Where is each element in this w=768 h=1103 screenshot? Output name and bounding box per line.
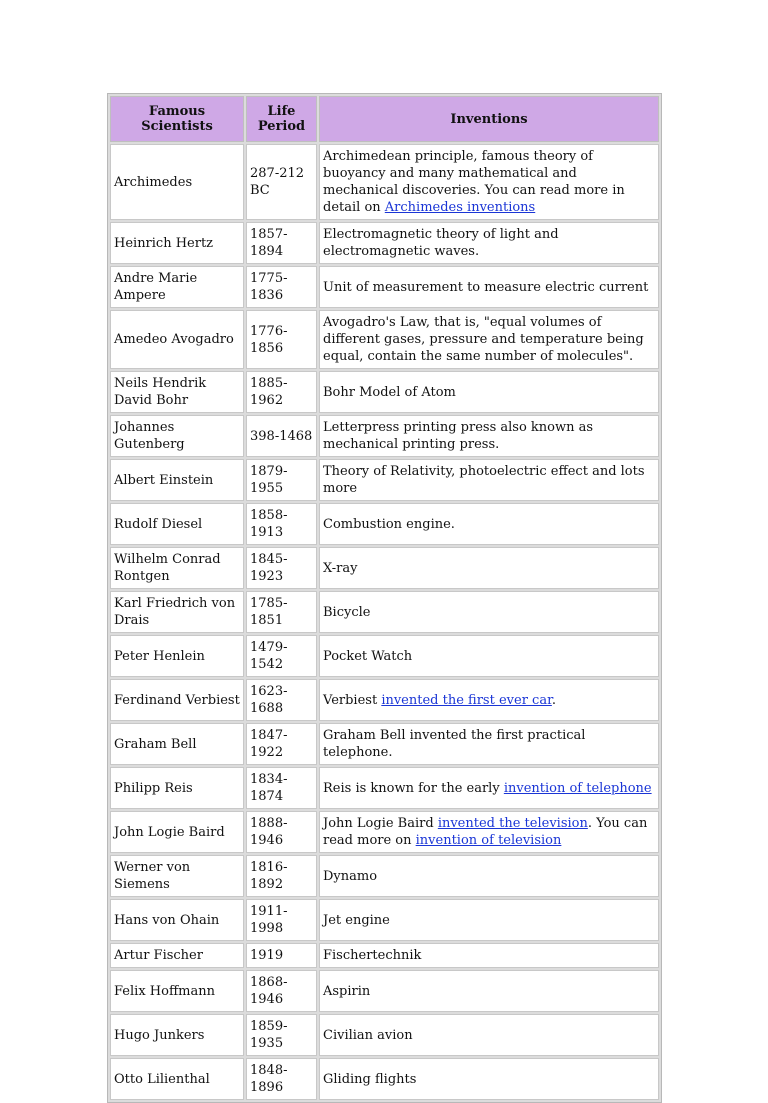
table-row — [110, 970, 659, 1012]
life-period-cell: 1919 — [246, 943, 317, 968]
invention-cell — [319, 591, 659, 633]
invention-text: Pocket Watch — [323, 648, 413, 664]
table-row — [110, 811, 659, 853]
life-period-cell: 287-212 BC — [246, 144, 317, 220]
life-period-cell: 1845-1923 — [246, 547, 317, 589]
table-row — [110, 222, 659, 264]
invention-cell — [319, 855, 659, 897]
life-period-cell: 398-1468 — [246, 415, 317, 457]
scientist-name-cell: John Logie Baird — [110, 811, 244, 853]
life-period-cell: 1911-1998 — [246, 899, 317, 941]
scientist-name-cell: Otto Lilienthal — [110, 1058, 244, 1100]
invention-cell — [319, 679, 659, 721]
invention-cell — [319, 1058, 659, 1100]
invention-link[interactable]: invention of television — [415, 833, 562, 848]
life-period-cell: 1834-1874 — [246, 767, 317, 809]
scientists-table — [107, 93, 662, 1103]
invention-text: Combustion engine. — [323, 516, 455, 532]
invention-link[interactable]: Archimedes inventions — [384, 200, 536, 215]
table-row — [110, 943, 659, 968]
life-period-cell: 1776-1856 — [246, 310, 317, 369]
life-period-cell: 1879-1955 — [246, 459, 317, 501]
scientist-name-cell: Felix Hoffmann — [110, 970, 244, 1012]
scientist-name-cell: Amedeo Avogadro — [110, 310, 244, 369]
invention-cell — [319, 970, 659, 1012]
invention-cell — [319, 503, 659, 545]
scientist-name-cell: Karl Friedrich von Drais — [110, 591, 244, 633]
invention-text: Avogadro's Law, that is, "equal volumes of different gases, pressure and temperature being equal, contain the same number of molecules". — [323, 315, 644, 364]
life-period-cell: 1885-1962 — [246, 371, 317, 413]
life-period-cell: 1816-1892 — [246, 855, 317, 897]
scientist-name-cell: Hans von Ohain — [110, 899, 244, 941]
invention-cell — [319, 943, 659, 968]
invention-text: Dynamo — [323, 868, 378, 884]
invention-cell — [319, 371, 659, 413]
invention-text: Civilian avion — [323, 1027, 413, 1043]
table-row — [110, 679, 659, 721]
scientist-name-cell: Neils Hendrik David Bohr — [110, 371, 244, 413]
invention-cell — [319, 811, 659, 853]
table-row — [110, 310, 659, 369]
scientist-name-cell: Artur Fischer — [110, 943, 244, 968]
invention-link[interactable]: invented the television — [437, 816, 588, 831]
invention-text: Aspirin — [323, 983, 371, 999]
table-row — [110, 371, 659, 413]
table-row — [110, 503, 659, 545]
header-inventions: Inventions — [319, 96, 659, 142]
invention-text: . You can read more on — [323, 816, 648, 848]
table-row — [110, 635, 659, 677]
header-famous-scientists: Famous Scientists — [110, 96, 244, 142]
scientist-name-cell: Graham Bell — [110, 723, 244, 765]
invention-text: Gliding flights — [323, 1071, 417, 1087]
scientist-name-cell: Albert Einstein — [110, 459, 244, 501]
life-period-cell: 1857-1894 — [246, 222, 317, 264]
table-row — [110, 266, 659, 308]
life-period-cell: 1847-1922 — [246, 723, 317, 765]
invention-text: Unit of measurement to measure electric current — [323, 279, 649, 295]
table-row — [110, 547, 659, 589]
life-period-cell: 1623-1688 — [246, 679, 317, 721]
invention-text: X-ray — [323, 560, 358, 576]
life-period-cell: 1775-1836 — [246, 266, 317, 308]
table-row — [110, 1058, 659, 1100]
invention-text: Graham Bell invented the first practical telephone. — [323, 728, 586, 760]
table-row — [110, 591, 659, 633]
table-row — [110, 1014, 659, 1056]
scientist-name-cell: Wilhelm Conrad Rontgen — [110, 547, 244, 589]
invention-cell — [319, 222, 659, 264]
invention-text: Letterpress printing press also known as mechanical printing press. — [323, 420, 594, 452]
table-row — [110, 723, 659, 765]
table-header-row — [110, 96, 659, 142]
table-row — [110, 899, 659, 941]
scientist-name-cell: Ferdinand Verbiest — [110, 679, 244, 721]
scientist-name-cell: Peter Henlein — [110, 635, 244, 677]
scientist-name-cell: Werner von Siemens — [110, 855, 244, 897]
table-row — [110, 415, 659, 457]
invention-cell — [319, 459, 659, 501]
invention-text: Bicycle — [323, 604, 371, 620]
scientist-name-cell: Philipp Reis — [110, 767, 244, 809]
invention-cell — [319, 899, 659, 941]
invention-text: Fischertechnik — [323, 948, 422, 963]
table-row — [110, 855, 659, 897]
life-period-cell: 1479-1542 — [246, 635, 317, 677]
invention-cell — [319, 767, 659, 809]
invention-text: Verbiest — [323, 692, 382, 708]
invention-text: Bohr Model of Atom — [323, 384, 456, 400]
invention-cell — [319, 144, 659, 220]
invention-text: . — [551, 692, 556, 708]
scientist-name-cell: Rudolf Diesel — [110, 503, 244, 545]
header-life-period: Life Period — [246, 96, 317, 142]
invention-text: Theory of Relativity, photoelectric effect and lots more — [323, 464, 645, 496]
life-period-cell: 1859-1935 — [246, 1014, 317, 1056]
invention-cell — [319, 1014, 659, 1056]
invention-text: Archimedean principle, famous theory of buoyancy and many mathematical and mechanical discoveries. You can read more in detail on — [323, 149, 625, 215]
invention-text: Jet engine — [323, 912, 390, 928]
life-period-cell: 1888-1946 — [246, 811, 317, 853]
invention-text: Electromagnetic theory of light and electromagnetic waves. — [323, 227, 559, 259]
invention-link[interactable]: invention of telephone — [503, 780, 652, 796]
invention-cell — [319, 547, 659, 589]
life-period-cell: 1868-1946 — [246, 970, 317, 1012]
table-row — [110, 144, 659, 220]
life-period-cell: 1848-1896 — [246, 1058, 317, 1100]
table-row — [110, 767, 659, 809]
invention-cell — [319, 415, 659, 457]
scientist-name-cell: Andre Marie Ampere — [110, 266, 244, 308]
scientist-name-cell: Heinrich Hertz — [110, 222, 244, 264]
invention-cell — [319, 635, 659, 677]
invention-cell — [319, 266, 659, 308]
scientist-name-cell: Archimedes — [110, 144, 244, 220]
table-row — [110, 459, 659, 501]
invention-link[interactable]: invented the first ever car — [381, 692, 552, 708]
invention-cell — [319, 310, 659, 369]
life-period-cell: 1785-1851 — [246, 591, 317, 633]
scientist-name-cell: Hugo Junkers — [110, 1014, 244, 1056]
life-period-cell: 1858-1913 — [246, 503, 317, 545]
invention-text: Reis is known for the early — [323, 780, 504, 796]
scientist-name-cell: Johannes Gutenberg — [110, 415, 244, 457]
invention-cell — [319, 723, 659, 765]
invention-text: John Logie Baird — [323, 816, 438, 831]
